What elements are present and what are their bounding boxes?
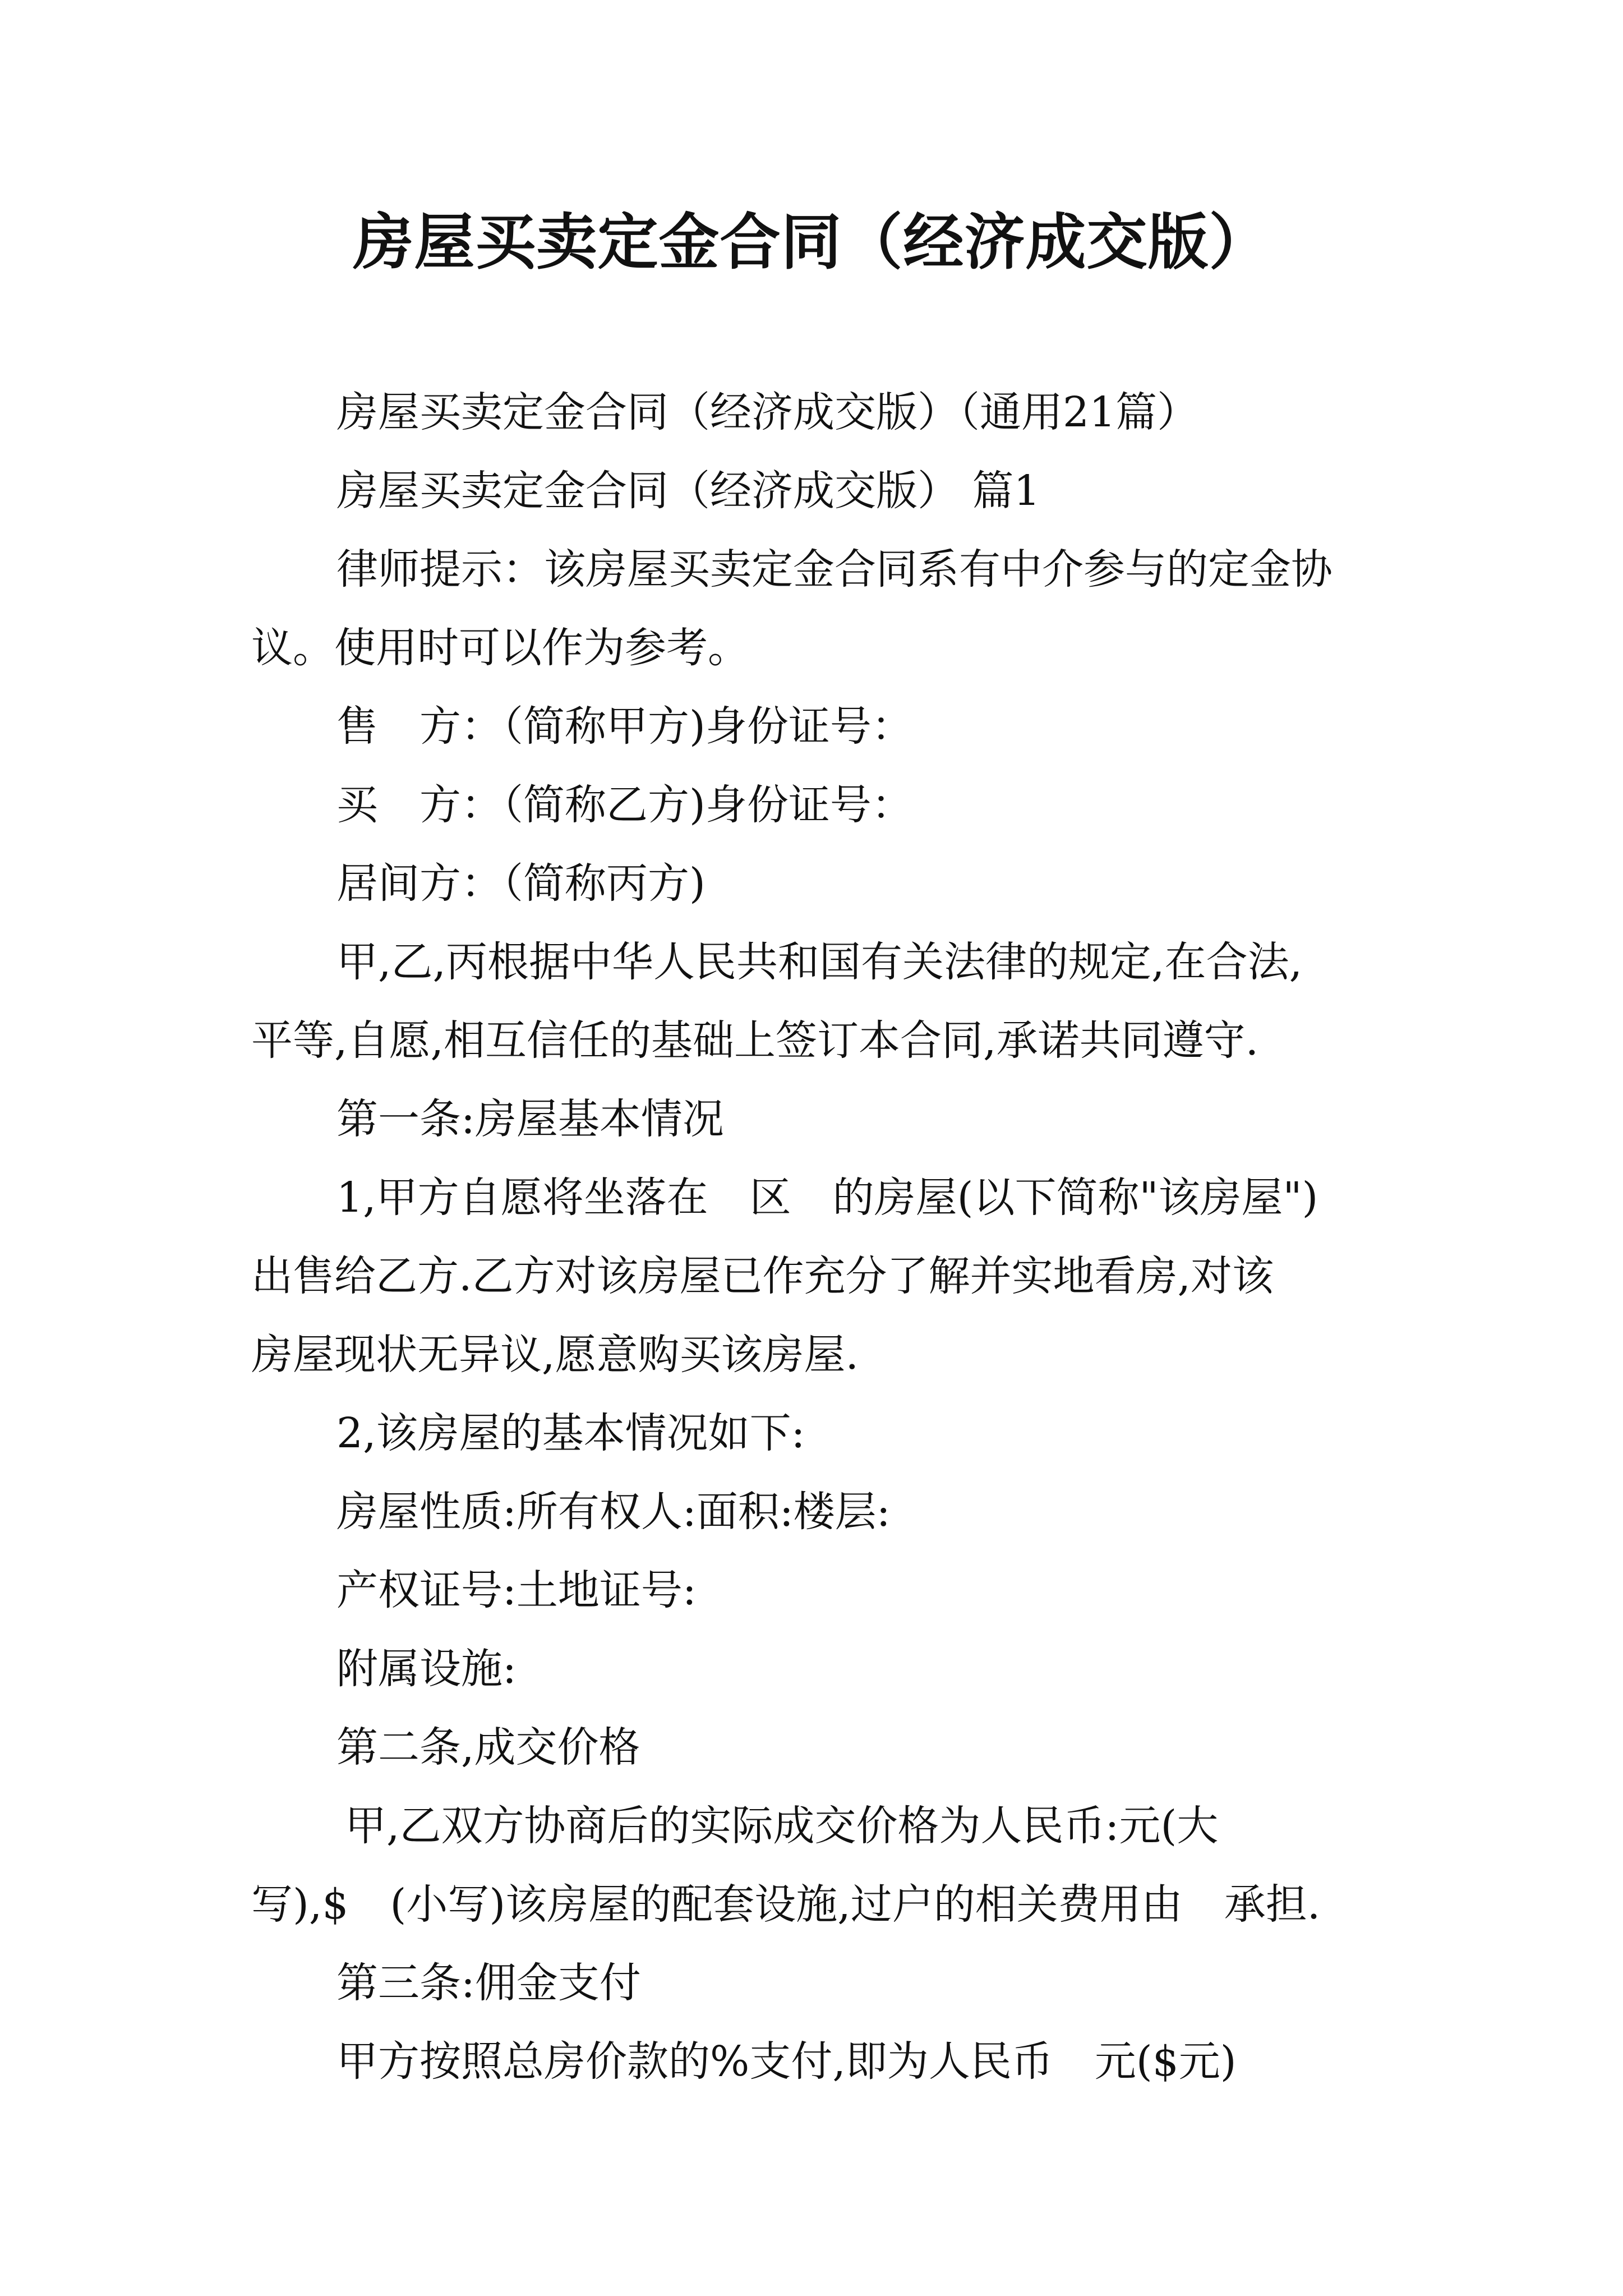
clause-1-2-line: 2,该房屋的基本情况如下: (336, 1409, 805, 1457)
clause-1-1-continued: 出售给乙方.乙方对该房屋已作充分了解并实地看房,对该 (251, 1252, 1274, 1300)
article-3-heading: 第三条:佣金支付 (336, 1959, 641, 2007)
preamble-continued: 平等,自愿,相互信任的基础上签订本合同,承诺共同遵守. (251, 1016, 1259, 1065)
preamble-line: 甲,乙,丙根据中华人民共和国有关法律的规定,在合法, (336, 938, 1303, 986)
price-continued: 写),$ (小写)该房屋的配套设施,过户的相关费用由 承担. (251, 1880, 1321, 1929)
article-1-heading: 第一条:房屋基本情况 (336, 1095, 724, 1143)
document-title: 房屋买卖定金合同（经济成交版） (353, 207, 1270, 278)
section-heading-article-1: 房屋买卖定金合同（经济成交版） 篇1 (336, 467, 1040, 515)
seller-field: 售 方：（简称甲方)身份证号： (336, 702, 913, 751)
clause-1-1-continued-2: 房屋现状无异议,愿意购买该房屋. (251, 1331, 859, 1379)
buyer-field: 买 方：（简称乙方)身份证号： (336, 781, 913, 829)
intermediary-field: 居间方：（简称丙方) (336, 859, 706, 908)
price-line: 甲,乙双方协商后的实际成交价格为人民币:元(大 (345, 1802, 1219, 1850)
lawyer-tip-line: 律师提示：该房屋买卖定金合同系有中介参与的定金协 (336, 545, 1332, 593)
lawyer-tip-continued: 议。使用时可以作为参考。 (251, 624, 749, 672)
certificate-field: 产权证号:土地证号: (336, 1566, 697, 1614)
property-nature-field: 房屋性质:所有权人:面积:楼层: (336, 1488, 891, 1536)
article-2-heading: 第二条,成交价格 (336, 1723, 640, 1772)
facilities-field: 附属设施: (336, 1645, 517, 1693)
commission-line: 甲方按照总房价款的%支付,即为人民币 元($元) (336, 2037, 1237, 2086)
clause-1-1-line: 1,甲方自愿将坐落在 区 的房屋(以下简称"该房屋") (336, 1174, 1318, 1222)
subtitle-line: 房屋买卖定金合同（经济成交版）（通用21篇） (336, 388, 1199, 436)
